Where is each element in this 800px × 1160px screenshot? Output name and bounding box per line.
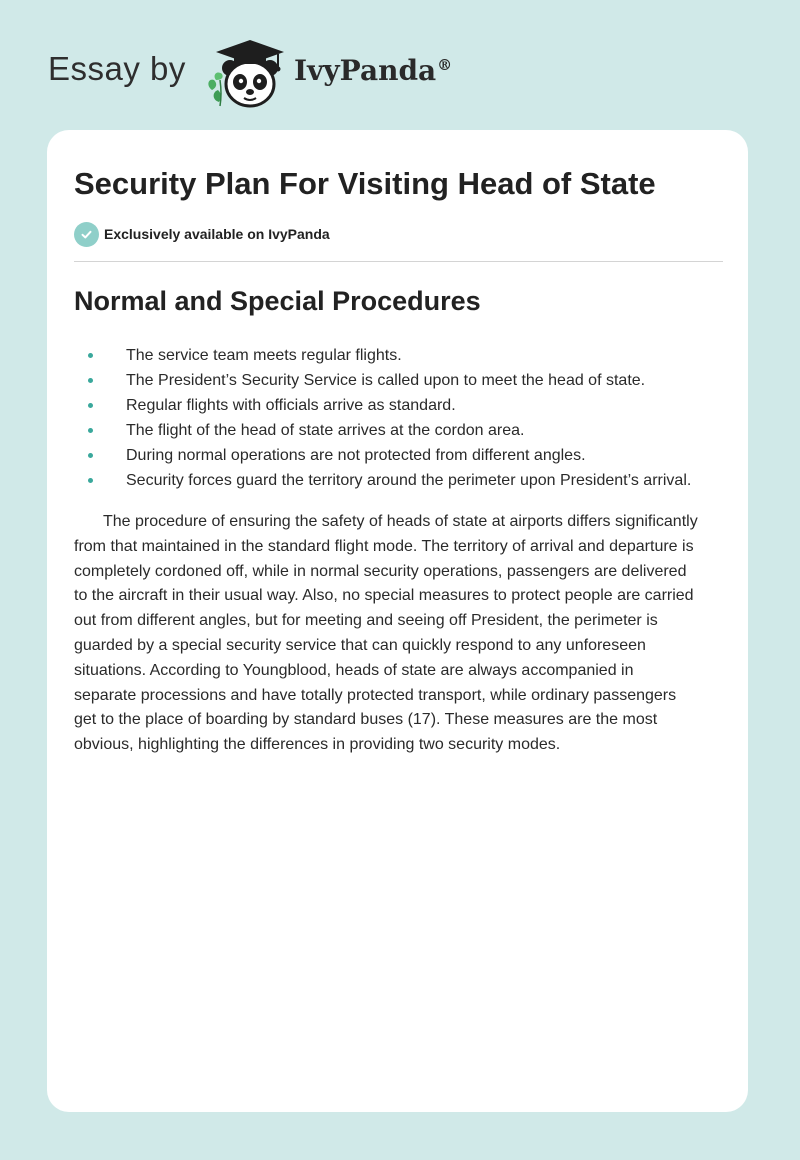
- bullet-icon: [88, 403, 93, 408]
- bullet-icon: [88, 478, 93, 483]
- exclusive-badge: [74, 221, 330, 247]
- bullet-icon: [88, 353, 93, 358]
- brand-name-text: IvyPanda: [294, 54, 437, 87]
- list-item-text: Security forces guard the territory around the perimeter upon President’s arrival.: [126, 472, 692, 489]
- list-item-text: The service team meets regular flights.: [126, 347, 402, 364]
- paragraph-line: The procedure of ensuring the safety of heads of state at airports differs significantly: [103, 513, 698, 530]
- list-item: [74, 343, 734, 368]
- list-item: [74, 468, 734, 493]
- paragraph-line: to the aircraft in their usual way. Also, no special measures to protect people are carried: [74, 587, 694, 605]
- paragraph-line: get to the place of boarding by standard buses (17). These measures are the most: [74, 711, 658, 729]
- paragraph-line: obvious, highlighting the differences in providing two security modes.: [74, 736, 561, 754]
- list-item-text: The flight of the head of state arrives at the cordon area.: [126, 422, 525, 439]
- bullet-icon: [88, 428, 93, 433]
- list-item-text: During normal operations are not protected from different angles.: [126, 447, 586, 464]
- list-item: [74, 418, 734, 443]
- page-title: Security Plan For Visiting Head of State: [74, 166, 656, 201]
- title-divider: [74, 261, 723, 262]
- bullet-icon: [88, 378, 93, 383]
- list-item-text: The President’s Security Service is called upon to meet the head of state.: [126, 372, 646, 389]
- brand-prefix: Essay by: [48, 50, 186, 87]
- paragraph-line: out from different angles, but for meeting and seeing off President, the perimeter is: [74, 612, 658, 630]
- checkmark-icon: [80, 228, 93, 241]
- paragraph-line: situations. According to Youngblood, heads of state are always accompanied in: [74, 661, 634, 679]
- list-item: [74, 443, 734, 468]
- list-item: [74, 368, 734, 393]
- paragraph-line: from that maintained in the standard flight mode. The territory of arrival and departure is: [74, 537, 694, 555]
- bullet-icon: [88, 453, 93, 458]
- registered-mark: ®: [437, 55, 453, 74]
- paragraph-line: guarded by a special security service that can quickly respond to any unforeseen: [74, 636, 646, 654]
- body-paragraph: [74, 510, 726, 758]
- exclusive-label: Exclusively available on IvyPanda: [104, 226, 330, 242]
- article-card: [47, 130, 748, 1112]
- paragraph-line: completely cordoned off, while in normal security operations, passengers are delivered: [74, 562, 687, 580]
- section-heading: Normal and Special Procedures: [74, 286, 481, 316]
- procedure-list: [74, 343, 734, 493]
- brand-name: [294, 54, 452, 87]
- list-item: [74, 393, 734, 418]
- list-item-text: Regular flights with officials arrive as standard.: [126, 397, 456, 414]
- check-circle-icon: [74, 222, 99, 247]
- paragraph-line: separate processions and have totally protected transport, while ordinary passengers: [74, 686, 677, 704]
- brand-header[interactable]: [48, 32, 508, 112]
- panda-graduate-logo-icon: [200, 34, 292, 110]
